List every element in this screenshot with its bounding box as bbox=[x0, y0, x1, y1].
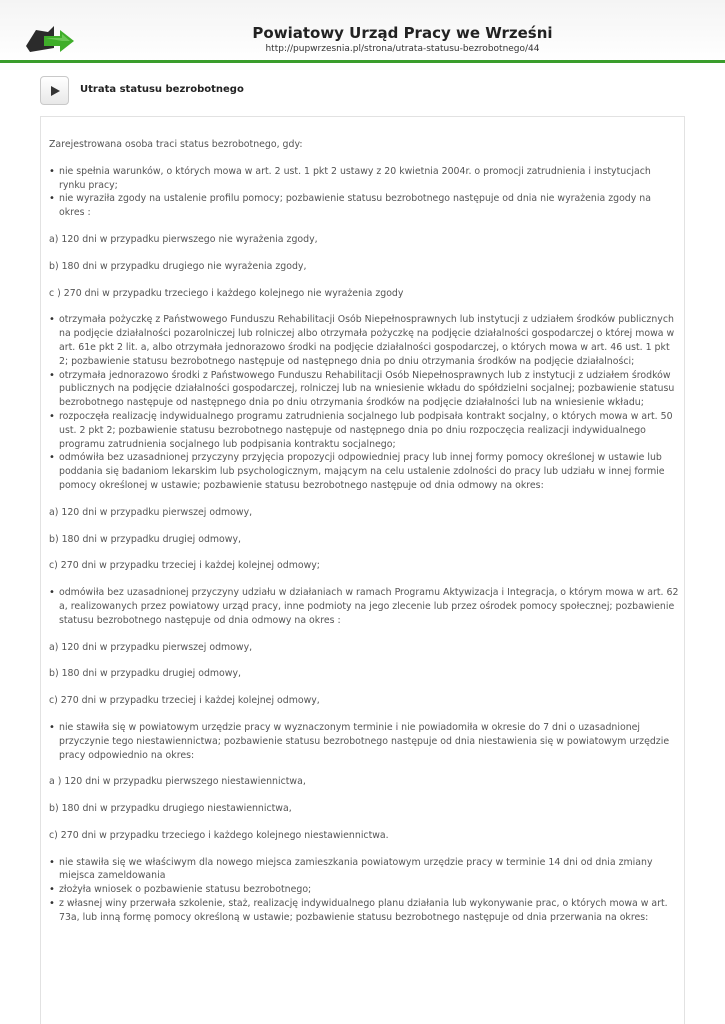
list-item: • odmówiła bez uzasadnionej przyczyny przyjęcia propozycji odpowiedniej pracy lub innej formy pomocy określonej w ustawie lub poddania się badaniom lekarskim lub psychologicznym, mającym na celu ustalenie zdolności do pracy lub udziału w innej formie pomocy określonej w ustawie; pozbawienie statusu bezrobotnego następuje od dnia odmowy na okres: bbox=[49, 451, 679, 492]
paragraph: b) 180 dni w przypadku drugiej odmowy, bbox=[49, 533, 241, 545]
article-content bbox=[49, 138, 679, 938]
list-item: • złożyła wniosek o pozbawienie statusu bezrobotnego; bbox=[49, 883, 679, 897]
site-title: Powiatowy Urząd Pracy we Wrześni bbox=[252, 24, 553, 42]
page-heading bbox=[40, 76, 685, 106]
page-title: Utrata statusu bezrobotnego bbox=[80, 84, 244, 95]
bullet-list bbox=[49, 586, 679, 627]
play-arrow-icon bbox=[49, 85, 61, 97]
paragraph: c) 270 dni w przypadku trzeciej i każdej kolejnej odmowy, bbox=[49, 695, 320, 707]
paragraph: c) 270 dni w przypadku trzeciego i każdego kolejnego niestawiennictwa. bbox=[49, 829, 389, 841]
list-item: • nie stawiła się w powiatowym urzędzie pracy w wyznaczonym terminie i nie powiadomiła w okresie do 7 dni o uzasadnionej przyczynie tego niestawiennictwa; pozbawienie statusu bezrobotnego następuje od dnia niestawienia się w powiatowym urzędzie pracy odpowiednio na okres: bbox=[49, 721, 679, 762]
list-item: • z własnej winy przerwała szkolenie, staż, realizację indywidualnego planu działania lub wykonywanie prac, o których mowa w art. 73a, lub inną formę pomocy określoną w ustawie; pozbawienie statusu bezrobotnego następuje od dnia przerwania na okres: bbox=[49, 897, 679, 925]
logo-icon[interactable] bbox=[24, 22, 76, 56]
paragraph: a) 120 dni w przypadku pierwszego nie wyrażenia zgody, bbox=[49, 233, 318, 245]
paragraph: b) 180 dni w przypadku drugiego niestawiennictwa, bbox=[49, 803, 292, 815]
paragraph: b) 180 dni w przypadku drugiego nie wyrażenia zgody, bbox=[49, 260, 307, 272]
bullet-list bbox=[49, 313, 679, 492]
paragraph: a) 120 dni w przypadku pierwszej odmowy, bbox=[49, 506, 253, 518]
paragraph: a ) 120 dni w przypadku pierwszego niestawiennictwa, bbox=[49, 776, 306, 788]
bullet-list bbox=[49, 165, 679, 220]
list-item: • otrzymała pożyczkę z Państwowego Funduszu Rehabilitacji Osób Niepełnosprawnych lub instytucji z udziałem środków publicznych na podjęcie działalności pozarolniczej lub rolniczej albo otrzymała pożyczkę na podjęcie działalności gospodarczej o której mowa w art. 61e pkt 2 lit. a, albo otrzymała jednorazowo środki na podjęcie działalności gospodarczej, o których mowa w art. 46 ust. 1 pkt 2; pozbawienie statusu bezrobotnego następuje od następnego dnia po dniu otrzymania środków na podjęcie działalności; bbox=[49, 313, 679, 368]
bullet-list bbox=[49, 721, 679, 762]
list-item: • nie stawiła się we właściwym dla nowego miejsca zamieszkania powiatowym urzędzie pracy w terminie 14 dni od dnia zmiany miejsca zameldowania bbox=[49, 856, 679, 884]
list-item: • nie wyraziła zgody na ustalenie profilu pomocy; pozbawienie statusu bezrobotnego następuje od dnia nie wyrażenia zgody na okres : bbox=[49, 192, 679, 220]
intro-paragraph: Zarejestrowana osoba traci status bezrobotnego, gdy: bbox=[49, 139, 303, 150]
list-item: • odmówiła bez uzasadnionej przyczyny udziału w działaniach w ramach Programu Aktywizacja i Integracja, o którym mowa w art. 62 a, realizowanych przez powiatowy urząd pracy, inne podmioty na jego zlecenie lub przez ośrodek pomocy społecznej; pozbawienie statusu bezrobotnego następuje od dnia odmowy na okres : bbox=[49, 586, 679, 627]
header-divider bbox=[0, 60, 725, 63]
paragraph: c) 270 dni w przypadku trzeciej i każdej kolejnej odmowy; bbox=[49, 560, 320, 572]
bullet-list bbox=[49, 856, 679, 925]
list-item: • rozpoczęła realizację indywidualnego programu zatrudnienia socjalnego lub podpisała kontrakt socjalny, o których mowa w art. 50 ust. 2 pkt 2; pozbawienie statusu bezrobotnego następuje od następnego dnia po dniu rozpoczęcia realizacji indywidualnego programu zatrudnienia socjalnego lub podpisania kontraktu socjalnego; bbox=[49, 410, 679, 451]
list-item: • otrzymała jednorazowo środki z Państwowego Funduszu Rehabilitacji Osób Niepełnosprawnych lub z instytucji z udziałem środków publicznych na podjęcie działalności gospodarczej, rolniczej lub na wniesienie wkładu do spółdzielni socjalnej; pozbawienie statusu bezrobotnego następuje od następnego dnia po dniu otrzymania środków na podjęcie działalności lub na wniesienie wkładu; bbox=[49, 369, 679, 410]
list-item: • nie spełnia warunków, o których mowa w art. 2 ust. 1 pkt 2 ustawy z 20 kwietnia 2004r. o promocji zatrudnienia i instytucjach rynku pracy; bbox=[49, 165, 679, 193]
page-url: http://pupwrzesnia.pl/strona/utrata-statusu-bezrobotnego/44 bbox=[265, 44, 540, 54]
paragraph: a) 120 dni w przypadku pierwszej odmowy, bbox=[49, 641, 253, 653]
site-header bbox=[0, 0, 725, 62]
paragraph: c ) 270 dni w przypadku trzeciego i każdego kolejnego nie wyrażenia zgody bbox=[49, 287, 404, 299]
arrow-button[interactable] bbox=[40, 76, 69, 105]
paragraph: b) 180 dni w przypadku drugiej odmowy, bbox=[49, 668, 241, 680]
